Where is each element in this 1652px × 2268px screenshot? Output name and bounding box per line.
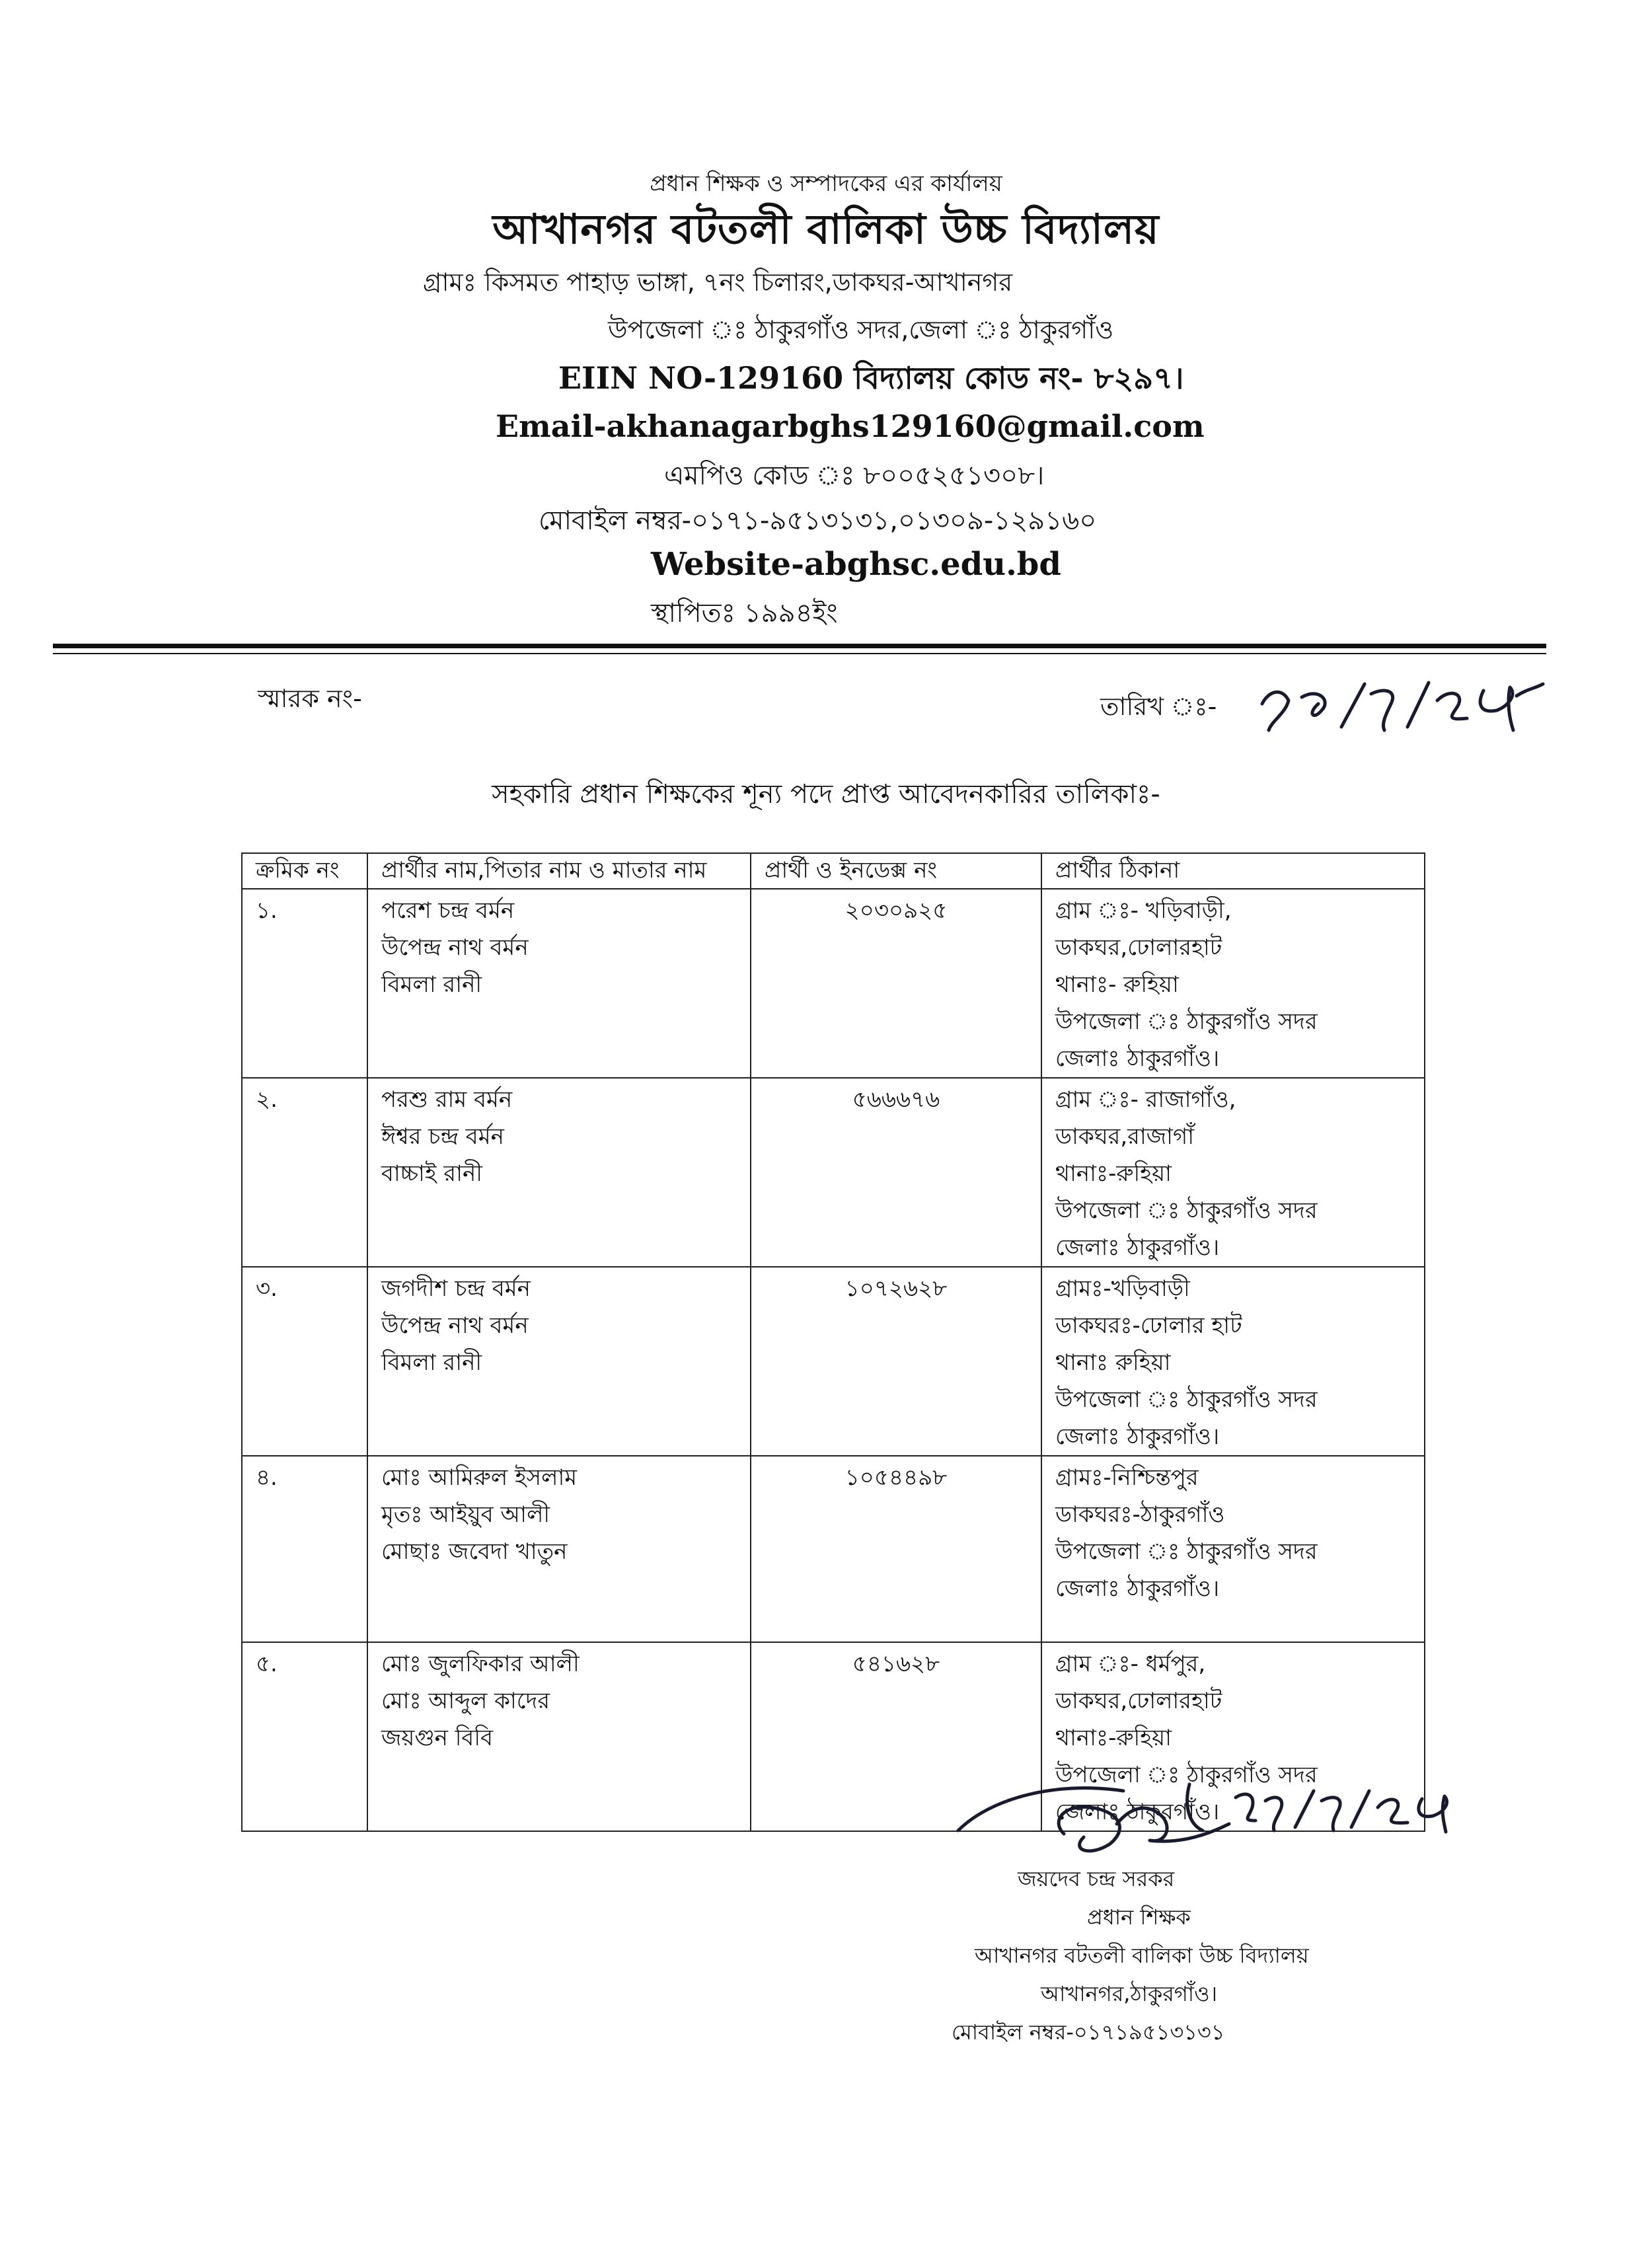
website-line: Website-abghsc.edu.bd [651,546,1061,583]
address-line: জেলাঃ ঠাকুরগাঁও। [1055,1234,1220,1261]
address-line: গ্রামঃ-নিশ্চিন্তপুর [1055,1464,1199,1491]
date-label: তারিখ ঃ- [1100,692,1217,721]
applicant-name: জগদীশ চন্দ্র বর্মন [381,1275,531,1302]
header-address: প্রার্থীর ঠিকানা [1041,853,1425,889]
address-line: থানাঃ-রুহিয়া [1055,1160,1172,1187]
names-cell [367,1456,751,1642]
address-line: ডাকঘর,ঢোলারহাট [1055,934,1222,961]
address-line: থানাঃ-রুহিয়া [1055,1725,1172,1751]
father-name: উপেন্দ্র নাথ বর্মন [381,1312,529,1339]
office-line: প্রধান শিক্ষক ও সম্পাদকের এর কার্যালয় [650,170,1002,197]
signatory-school: আখানগর বটতলী বালিকা উচ্চ বিদ্যালয় [975,1943,1309,1968]
table-row [242,889,1425,1078]
mother-name: বাচ্চাই রানী [381,1160,482,1187]
father-name: মৃতঃ আইয়ুব আলী [381,1501,550,1528]
address-line: উপজেলা ঃ ঠাকুরগাঁও সদর [1055,1197,1318,1224]
index-cell: ২০৩০৯২৫ [751,889,1041,1078]
mpo-code-line: এমপিও কোড ঃ ৮০০৫২৫১৩০৮। [664,461,1045,491]
address-cell [1041,889,1425,1078]
applicants-table [241,852,1425,1832]
mother-name: বিমলা রানী [381,971,482,998]
index-cell: ১০৫৪৪৯৮ [751,1456,1041,1642]
address-line: গ্রাম ঃ- ধর্মপুর, [1055,1651,1206,1677]
applicant-name: মোঃ আমিরুল ইসলাম [381,1464,578,1491]
names-cell [367,1078,751,1267]
address-line: জেলাঃ ঠাকুরগাঁও। [1055,1423,1220,1450]
address-line: গ্রাম ঃ- রাজাগাঁও, [1055,1086,1236,1113]
father-name: ঈশ্বর চন্দ্র বর্মন [381,1123,504,1150]
address-line-2: উপজেলা ঃ ঠাকুরগাঁও সদর,জেলা ঃ ঠাকুরগাঁও [608,315,1114,344]
mobile-line: মোবাইল নম্বর-০১৭১-৯৫১৩১৩১,০১৩০৯-১২৯১৬০ [539,506,1097,536]
mother-name: মোছাঃ জবেদা খাতুন [381,1538,568,1565]
serial-cell: ৩. [242,1267,367,1456]
father-name: উপেন্দ্র নাথ বর্মন [381,934,529,961]
names-cell [367,1642,751,1831]
address-line: জেলাঃ ঠাকুরগাঁও। [1055,1045,1220,1072]
table-row [242,1078,1425,1267]
address-line: জেলাঃ ঠাকুরগাঁও। [1055,1799,1220,1825]
serial-cell: ১. [242,889,367,1078]
email-line: Email-akhanagarbghs129160@gmail.com [496,408,1205,444]
address-cell [1041,1078,1425,1267]
address-line: জেলাঃ ঠাকুরগাঁও। [1055,1575,1220,1602]
list-title: সহকারি প্রধান শিক্ষকের শূন্য পদে প্রাপ্ত আবেদনকারির তালিকাঃ- [492,779,1160,810]
address-line: গ্রামঃ-খড়িবাড়ী [1055,1275,1190,1302]
names-cell [367,889,751,1078]
signatory-place: আখানগর,ঠাকুরগাঁও। [1041,1981,1218,2006]
serial-cell: ২. [242,1078,367,1267]
header-divider-thick [53,644,1546,648]
serial-cell: ৪. [242,1456,367,1642]
signatory-name: জয়দেব চন্দ্র সরকর [1018,1866,1175,1891]
handwritten-date [1256,664,1546,737]
address-line: ডাকঘর,ঢোলারহাট [1055,1688,1222,1714]
index-cell: ৫৪১৬২৮ [751,1642,1041,1831]
signatory-mobile: মোবাইল নম্বর-০১৭১৯৫১৩১৩১ [952,2020,1225,2045]
signatory-title: প্রধান শিক্ষক [1087,1905,1191,1930]
index-cell: ১০৭২৬২৮ [751,1267,1041,1456]
header-names: প্রার্থীর নাম,পিতার নাম ও মাতার নাম [367,853,751,889]
address-cell [1041,1267,1425,1456]
applicant-name: মোঃ জুলফিকার আলী [381,1651,580,1677]
school-name-heading: আখানগর বটতলী বালিকা উচ্চ বিদ্যালয় [492,205,1160,253]
memo-number-label: স্মারক নং- [258,684,362,713]
address-line-1: গ্রামঃ কিসমত পাহাড় ভাঙ্গা, ৭নং চিলারং,ডাকঘর-আখানগর [423,268,1013,297]
address-line: ডাকঘরঃ-ঠাকুরগাঁও [1055,1501,1225,1528]
father-name: মোঃ আব্দুল কাদের [381,1688,550,1714]
address-line: থানাঃ রুহিয়া [1055,1349,1171,1376]
address-line: থানাঃ- রুহিয়া [1055,971,1179,998]
address-line: উপজেলা ঃ ঠাকুরগাঁও সদর [1055,1008,1318,1035]
mother-name: বিমলা রানী [381,1349,482,1376]
established-line: স্থাপিতঃ ১৯৯৪ইং [651,598,838,628]
address-line: উপজেলা ঃ ঠাকুরগাঁও সদর [1055,1538,1318,1565]
address-line: উপজেলা ঃ ঠাকুরগাঁও সদর [1055,1762,1318,1788]
address-line: ডাকঘর,রাজাগাঁ [1055,1123,1195,1150]
header-index: প্রার্থী ও ইনডেক্স নং [751,853,1041,889]
applicant-name: পরেশ চন্দ্র বর্মন [381,897,515,924]
table-row [242,1456,1425,1642]
index-cell: ৫৬৬৬৭৬ [751,1078,1041,1267]
address-cell [1041,1456,1425,1642]
header-divider-thin [53,653,1546,654]
names-cell [367,1267,751,1456]
table-header-row [242,853,1425,889]
address-line: উপজেলা ঃ ঠাকুরগাঁও সদর [1055,1386,1318,1413]
header-serial: ক্রমিক নং [242,853,367,889]
address-line: ডাকঘরঃ-ঢোলার হাট [1055,1312,1242,1339]
eiin-line: EIIN NO-129160 বিদ্যালয় কোড নং- ৮২৯৭। [558,360,1184,396]
address-line: গ্রাম ঃ- খড়িবাড়ী, [1055,897,1232,924]
mother-name: জয়গুন বিবি [381,1725,494,1751]
applicant-name: পরশু রাম বর্মন [381,1086,513,1113]
serial-cell: ৫. [242,1642,367,1831]
table-row [242,1267,1425,1456]
